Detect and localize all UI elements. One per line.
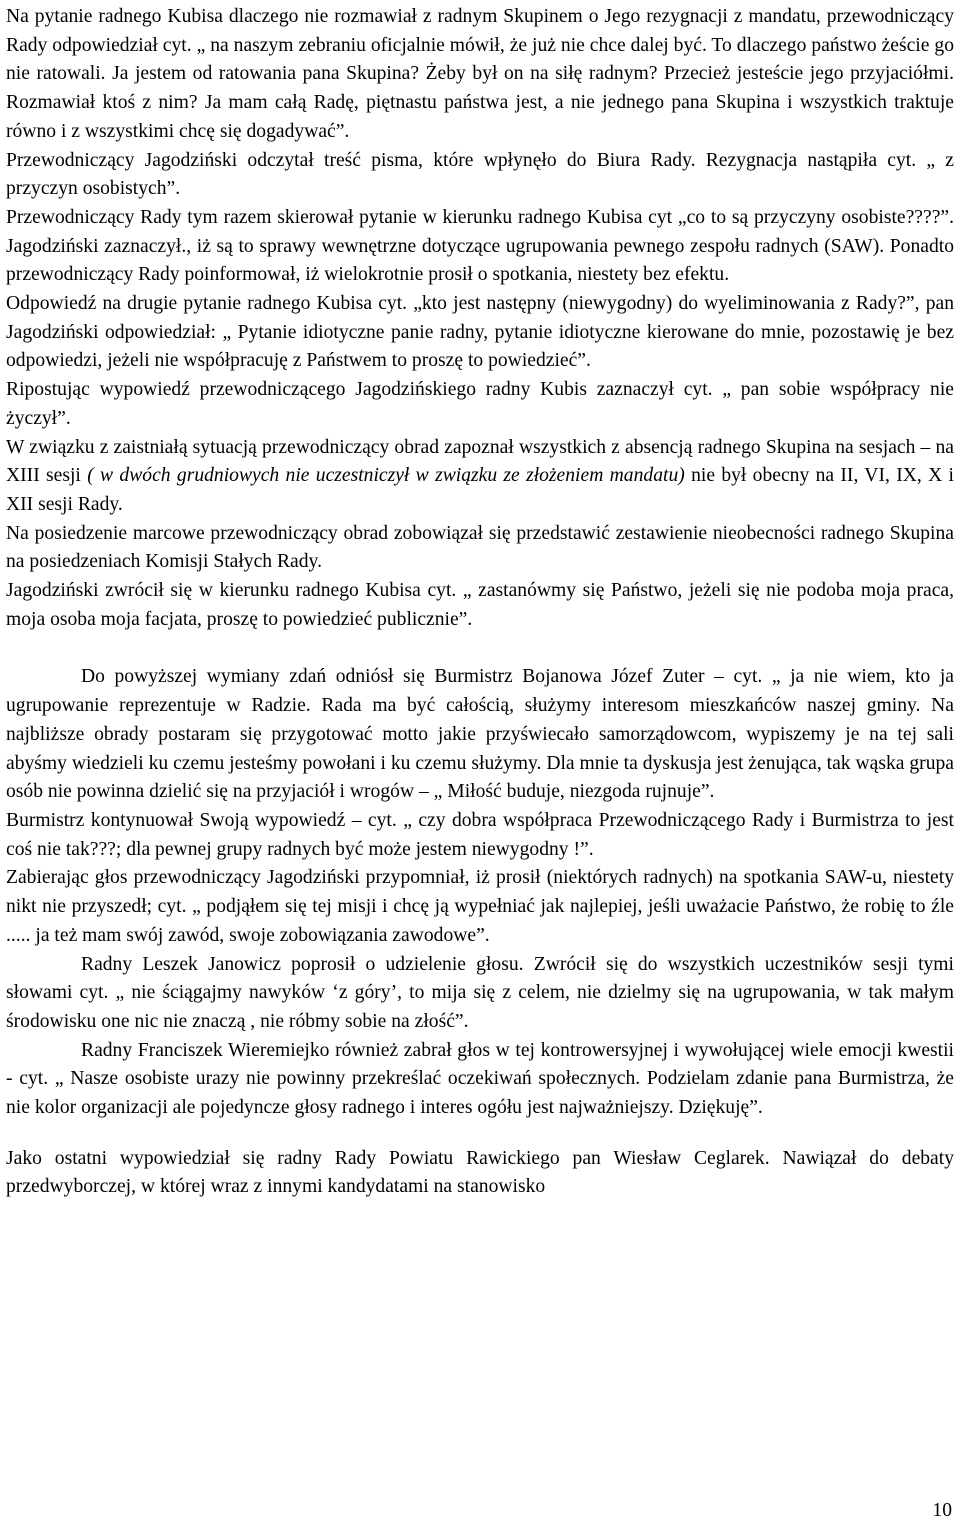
- mayor-paragraph: Do powyższej wymiany zdań odniósł się Burmistrz Bojanowa Józef Zuter – cyt. „ ja nie wiem, kto ja ugrupowanie reprezentuje w Radzie. Rada ma być całością, służymy interesom mieszkańców naszej gminy. Na najbliższe obrady postaram się przygotować motto jakie przyświecało samorządowcom, wypiszemy je na tej sali abyśmy wiedzieli ku czemu jesteśmy powołani i ku czemu służymy. Dla mnie ta dyskusja jest żenująca, tak wąska grupa osób nie powinna dzielić się na przyjaciół i wrogów – „ Miłość buduje, niezgoda rujnuje”.: [6, 666, 954, 803]
- final-paragraph: Jako ostatni wypowiedział się radny Rady Powiatu Rawickiego pan Wiesław Ceglarek. Nawiązał do debaty przedwyborczej, w której wraz z innymi kandydatami na stanowisko: [6, 1147, 954, 1198]
- paragraph: Przewodniczący Jagodziński odczytał treść pisma, które wpłynęło do Biura Rady. Rezygnacja nastąpiła cyt. „ z przyczyn osobistych”.: [6, 149, 954, 200]
- paragraph: Radny Leszek Janowicz poprosił o udzielenie głosu. Zwrócił się do wszystkich uczestników sesji tymi słowami cyt. „ nie ściągajmy nawyków ‘z góry’, to mija się z celem, nie dzielmy się na ugrupowania, w tak małym środowisku one nic nie znaczą , nie róbmy sobie na złość”.: [6, 953, 954, 1032]
- paragraph: Radny Franciszek Wieremiejko również zabrał głos w tej kontrowersyjnej i wywołującej wiele emocji kwestii - cyt. „ Nasze osobiste urazy nie powinny przekreślać oczekiwań społecznych. Podzielam zdanie pana Burmistrza, że nie kolor organizacji ale pojedyncze głosy radnego i interes ogółu jest najważniejszy. Dziękuję”.: [6, 1039, 954, 1119]
- absence-paragraph: [6, 434, 954, 520]
- paragraph: Odpowiedź na drugie pytanie radnego Kubisa cyt. „kto jest następny (niewygodny) do wyeliminowania z Rady?”, pan Jagodziński odpowiedział: „ Pytanie idiotyczne panie radny, pytanie idiotyczne kierowane do mnie, pozostawię je bez odpowiedzi, jeżeli nie współpracuję z Państwem to proszę to powiedzieć”.: [6, 293, 954, 372]
- document-body: [6, 3, 954, 1202]
- paragraph: Na pytanie radnego Kubisa dlaczego nie rozmawiał z radnym Skupinem o Jego rezygnacji z mandatu, przewodniczący Rady odpowiedział cyt. „ na naszym zebraniu oficjalnie mówił, że już nie chce dalej być. To dlaczego państwo żeście go nie ratowali. Ja jestem od ratowania pana Skupina? Żeby był on na siłę radnym? Przecież jesteście jego przyjaciółmi. Rozmawiał ktoś z nim? Ja mam całą Radę, piętnastu państwa jest, a nie jednego pana Skupina i wszystkich traktuje równo i z wszystkimi chcę się dogadywać”.: [6, 6, 954, 142]
- paragraph: Zabierając głos przewodniczący Jagodziński przypomniał, iż prosił (niektórych radnych) na spotkania SAW-u, niestety nikt nie przyszedł; cyt. „ podjąłem się tej misji i chcę ją wypełniać jak najlepiej, jeśli uważacie Państwo, że robię to źle ..... ja też mam swój zawód, swoje zobowiązania zawodowe”.: [6, 867, 954, 946]
- absence-text-end: nie był obecny na II, VI, IX, X i XII sesji Rady.: [6, 465, 954, 515]
- paragraph: Przewodniczący Rady tym razem skierował pytanie w kierunku radnego Kubisa cyt „co to są przyczyny osobiste????”. Jagodziński zaznaczył., iż są to sprawy wewnętrzne dotyczące ugrupowania pewnego zespołu radnych (SAW). Ponadto przewodniczący Rady poinformował, iż wielokrotnie prosił o spotkania, niestety bez efektu.: [6, 206, 954, 286]
- paragraph: Ripostując wypowiedź przewodniczącego Jagodzińskiego radny Kubis zaznaczył cyt. „ pan sobie współpracy nie życzył”.: [6, 379, 954, 429]
- paragraph: Na posiedzenie marcowe przewodniczący obrad zobowiązał się przedstawić zestawienie nieobecności radnego Skupina na posiedzeniach Komisji Stałych Rady.: [6, 522, 954, 573]
- absence-text-start: W związku z zaistniałą sytuacją przewodniczący obrad zapoznał wszystkich z absencją radnego Skupina na sesjach – na XIII sesji: [6, 436, 954, 487]
- paragraph: Jagodziński zwrócił się w kierunku radnego Kubisa cyt. „ zastanówmy się Państwo, jeżeli się nie podoba moja praca, moja osoba moja facjata, proszę to powiedzieć publicznie”.: [6, 580, 954, 630]
- page-number: 10: [932, 1500, 952, 1521]
- paragraph: Burmistrz kontynuował Swoją wypowiedź – cyt. „ czy dobra współpraca Przewodniczącego Rady i Burmistrza to jest coś nie tak???; dla pewnej grupy radnych być może jestem niewygodny !”.: [6, 809, 954, 860]
- absence-italic-note: ( w dwóch grudniowych nie uczestniczył w związku ze złożeniem mandatu): [87, 465, 685, 487]
